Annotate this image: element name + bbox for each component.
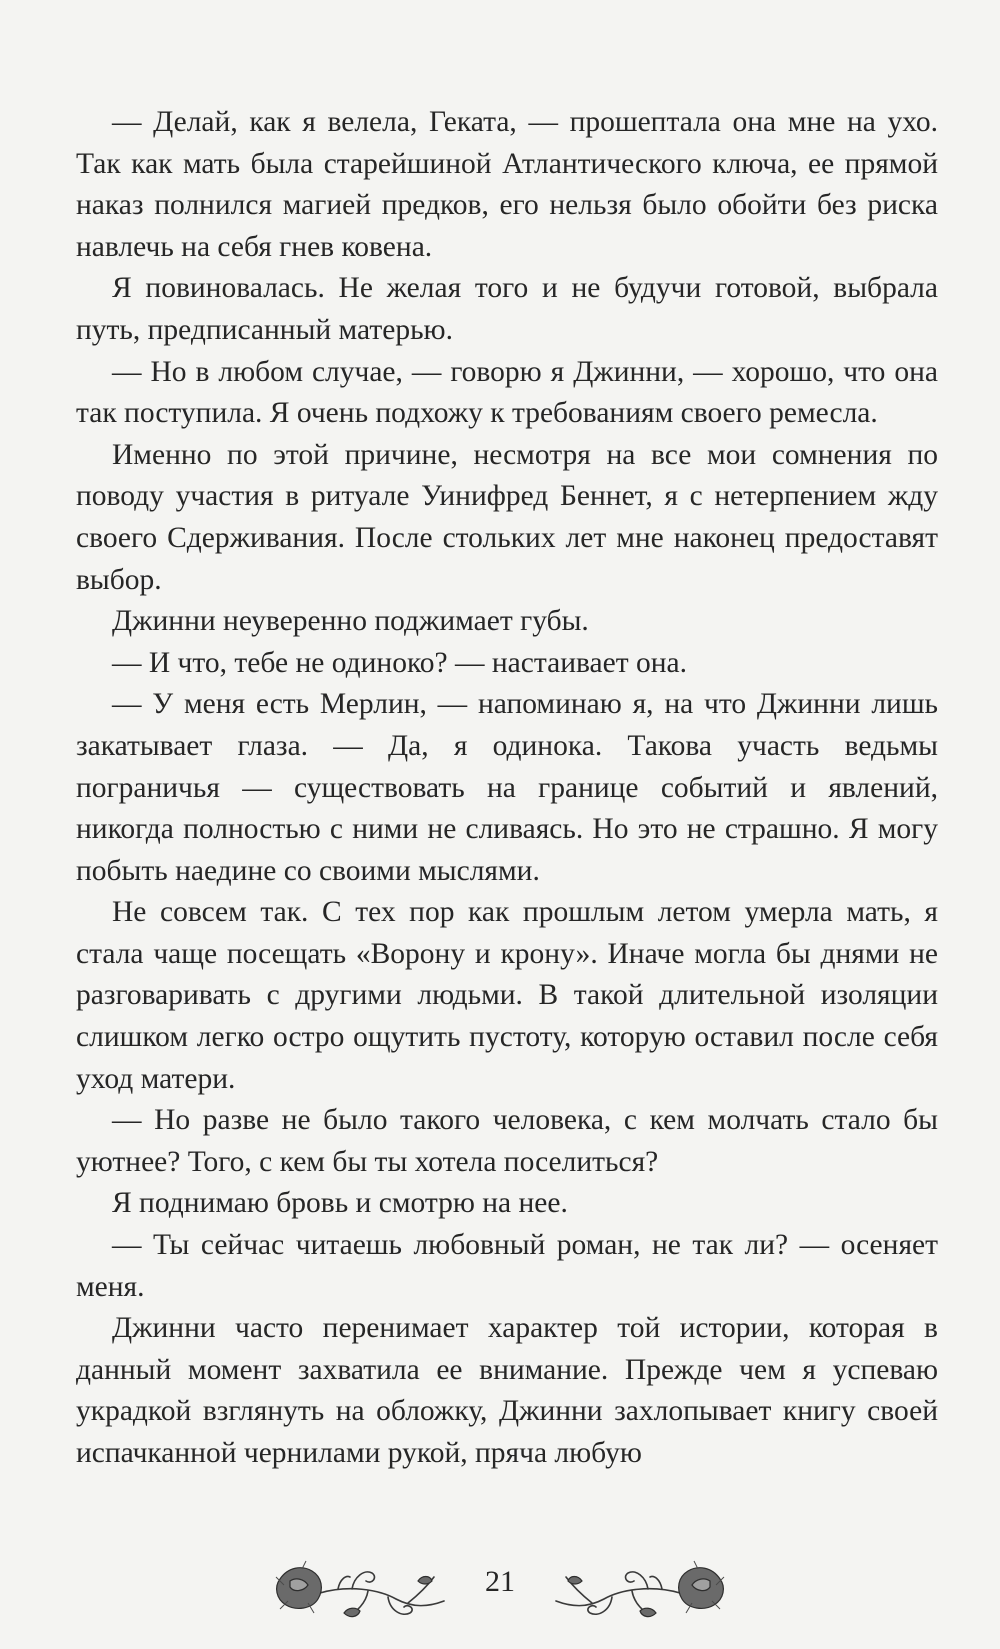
paragraph: — Ты сейчас читаешь любовный роман, не так ли? — осеняет меня. bbox=[76, 1229, 938, 1303]
paragraph: Я повиновалась. Не желая того и не будучи готовой, выбрала путь, предписанный матерью. bbox=[76, 272, 938, 346]
paragraph: Не совсем так. С тех пор как прошлым летом умерла мать, я стала чаще посещать «Ворону и крону». Иначе могла бы днями не разговаривать с другими людьми. В такой длительной изоляции слишком легко остро ощутить пустоту, которую оставил после себя уход матери. bbox=[76, 896, 938, 1095]
paragraph: Именно по этой причине, несмотря на все мои сомнения по поводу участия в ритуале Уинифред Беннет, я с нетерпением жду своего Сдерживания. После стольких лет мне наконец предоставят выбор. bbox=[76, 438, 938, 596]
paragraph: — У меня есть Мерлин, — напоминаю я, на что Джинни лишь закатывает глаза. — Да, я одинока. Такова участь ведьмы пограничья — существовать на границе событий и явлений, никогда полностью с ними не сливаясь. Но это не страшно. Я могу побыть наедине со своими мыслями. bbox=[76, 688, 938, 887]
paragraph: Я поднимаю бровь и смотрю на нее. bbox=[112, 1187, 568, 1220]
floral-vine-ornament-icon bbox=[552, 1555, 732, 1625]
paragraph: — Но разве не было такого человека, с кем молчать стало бы уютнее? Того, с кем бы ты хотела поселиться? bbox=[76, 1104, 938, 1178]
paragraph: — Делай, как я велела, Геката, — прошептала она мне на ухо. Так как мать была старейшиной Атлантического ключа, ее прямой наказ полнился магией предков, его нельзя было обойти без риска навлечь на себя гнев ковена. bbox=[76, 106, 938, 263]
paragraph: Джинни часто перенимает характер той истории, которая в данный момент захватила ее внимание. Прежде чем я успеваю украдкой взглянуть на обложку, Джинни захлопывает книгу своей испачканной чернилами рукой, пряча любую bbox=[76, 1312, 938, 1469]
body-text bbox=[76, 102, 938, 1475]
paragraph: — Но в любом случае, — говорю я Джинни, — хорошо, что она так поступила. Я очень подхожу к требованиям своего ремесла. bbox=[76, 355, 938, 430]
paragraph: Джинни неуверенно поджимает губы. bbox=[112, 605, 589, 638]
paragraph: — И что, тебе не одиноко? — настаивает она. bbox=[112, 646, 687, 679]
floral-vine-ornament-icon bbox=[268, 1555, 448, 1625]
page-footer bbox=[0, 1555, 1000, 1625]
page-number: 21 bbox=[485, 1565, 515, 1598]
